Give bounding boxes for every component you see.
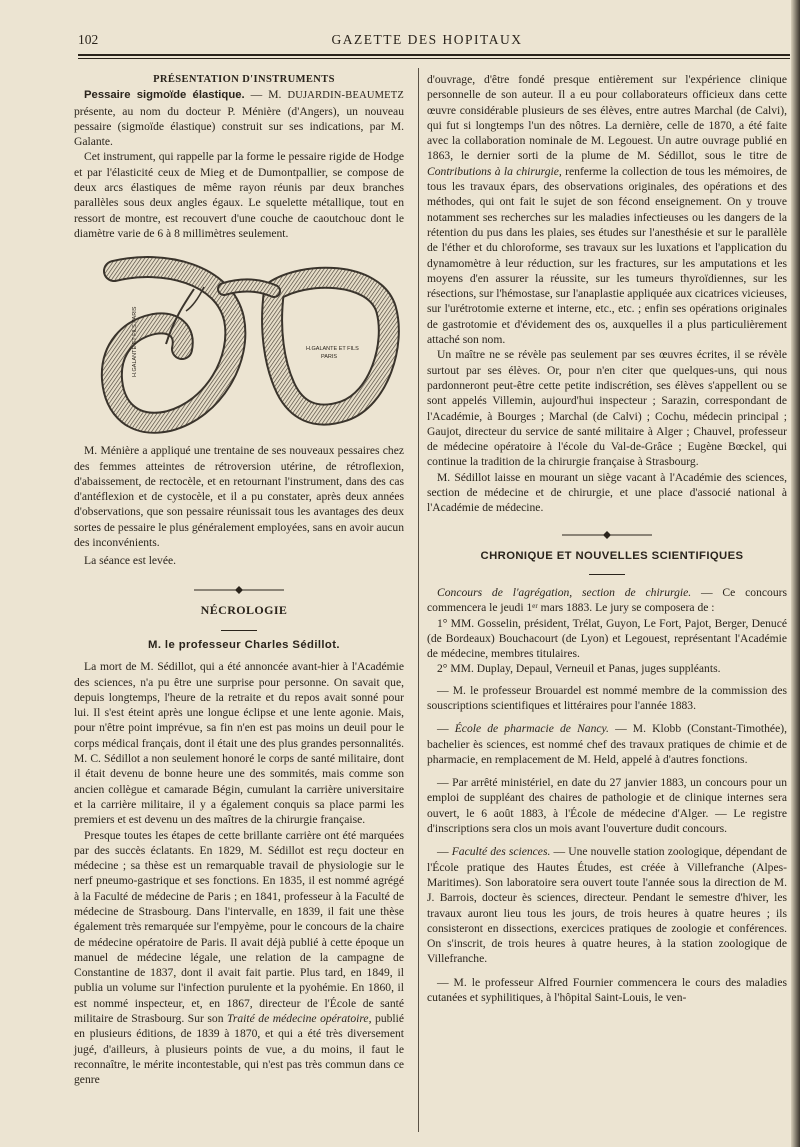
page-edge-shadow <box>791 0 800 1147</box>
heading-rule <box>221 630 257 631</box>
presentation-heading: PRÉSENTATION D'INSTRUMENTS <box>153 74 335 85</box>
pessaire-dash: — M. <box>250 88 282 102</box>
necrologie-heading: NÉCROLOGIE <box>200 602 288 617</box>
necrologie-p2-text-b: publié en plusieurs éditions, de 1839 à 1870, et qui a été très diversement jugé, d'ailleurs, à plusieurs points de vue, a du moins, il faut le reconnaître, le mérite incontestable, qui n'est pas très commun dans ce genre <box>74 1012 405 1087</box>
nancy-dash: — <box>437 722 449 736</box>
faculte-dash: — <box>437 845 449 859</box>
traite-title: Traité de médecine opératoire, <box>227 1012 372 1026</box>
concours-title: Concours de l'agrégation, section de chirurgie. <box>437 585 692 599</box>
chronique-heading <box>427 548 787 564</box>
necro-cont-text-b: renferme la collection de tous les mémoires, de tous les travaux épars, des observations originales, des opérations et des méthodes, qui ont fait le sujet de son fécond enseignement. On y trouve notamment ses recherches sur les maladies infectieuses ou les dangers de la rétention du pus dans les plaies, ses études sur l'anesthésie et sur le parallèle de l'éther et du chloroforme, ses travaux sur les luxations et l'application du dynamomètre à leur réduction, sur les fractures, sur les amputations et les moyens d'en assurer la réussite, sur les tumeurs thyroïdiennes, sur les résections, sur l'hémostase, sur l'anaplastie appliquée aux cicatrices vicieuses, sur l'urétrotomie externe et interne, etc., etc. ; enfin ses opérations originales de gastrotomie et d'évidement des os, auxquelles il a plus particulièrement attaché son nom. <box>427 164 787 347</box>
header-rule-thin <box>78 58 790 59</box>
necrologie-paragraph-1: La mort de M. Sédillot, qui a été annoncée avant-hier à l'Académie des sciences, n'a pu être une surprise pour personne. On savait que, depuis longtemps, l'heure de la retraite et du repos avait sonné pour lui. Il s'est éteint après une longue éclipse et une lente agonie. Mais, pour n'être point imprévue, sa fin n'en est pas moins un deuil pour le corps médical français, dont il était une des plus grandes personnalités. M. C. Sédillot a non seulement honoré le corps de santé militaire, dont il était devenu de bonne heure une des sommités, mais comme son ancien collègue et camarade Bégin, cumulant la carrière universitaire et la carrière militaire, il y a également conquis sa place parmi les premiers et est devenu un des maîtres de la chirurgie française. <box>74 660 404 827</box>
necrologie-paragraph-4: Un maître ne se révèle pas seulement par ses œuvres écrites, il se révèle surtout par ses élèves. Or, pour n'en citer que quelques-uns, qui nous pardonneront peut-être cette petite indiscrétion, ses élèves s'appellent ou se sont appelés Villemin, aujourd'hui inspecteur ; Sarazin, correspondant de l'Académie, à Bourges ; Marchal (de Calvi) ; Cochu, médecin principal ; Gaujot, directeur du service de santé militaire à Alger ; Chauvel, professeur de médecine opératoire à l'école du Val-de-Grâce ; Eugène Bœckel, qui continue la tradition de la chirurgie française à Strasbourg. <box>427 348 787 469</box>
faculte-title: Faculté des sciences. <box>451 845 551 859</box>
pessaire-intro <box>74 87 404 149</box>
pessaire-title: Pessaire sigmoïde élastique. <box>84 89 245 102</box>
left-column <box>74 72 404 1088</box>
header-rule-thick <box>78 54 790 56</box>
pessary-illustration <box>74 249 404 437</box>
concours-jury-2: 2° MM. Duplay, Depaul, Verneuil et Panas, juges suppléants. <box>437 662 721 676</box>
brouardel-item: — M. le professeur Brouardel est nommé membre de la commission des souscriptions scientifiques et littéraires pour l'année 1883. <box>427 683 787 712</box>
pessary-drawing <box>74 249 404 437</box>
section-separator-right <box>562 528 652 542</box>
figure-maker-label: H.GALANTE ET FILS <box>306 346 359 353</box>
necrologie-continuation <box>427 72 787 347</box>
concours-text: — Ce concours commencera le jeudi 1ᵉʳ mars 1883. Le jury se composera de : <box>427 585 787 615</box>
figure-maker-city: PARIS <box>321 354 338 361</box>
chronique-rule <box>589 574 625 575</box>
pessaire-intro-text: présente, au nom du docteur P. Ménière (d'Angers), un nouveau pessaire (sigmoïde élastique) construit sur ses indications, par M. Galante. <box>74 104 404 149</box>
seance-levee: La séance est levée. <box>84 554 177 568</box>
necrologie-paragraph-5: M. Sédillot laisse en mourant un siège vacant à l'Académie des sciences, section de médecine et de chirurgie, et une place d'associé national à l'Académie de médecine. <box>427 470 787 515</box>
necrologie-title <box>74 637 404 653</box>
necrologie-title-text: M. le professeur Charles Sédillot. <box>148 638 340 651</box>
journal-title: GAZETTE DES HOPITAUX <box>331 32 523 47</box>
concours-jury-1: 1° MM. Gosselin, président, Trélat, Guyon, Le Fort, Pajot, Berger, Denucé (de Bordeaux) Bouchacourt (de Lyon) et Legouest, représentant l'Académie de médecine, membres titulaires. <box>427 616 787 661</box>
faculte-text: — Une nouvelle station zoologique, dépendant de l'École pratique des Hautes Études, est créée à Villefranche (Alpes-Maritimes). Son laboratoire sera ouvert toute l'année sous la direction de M. J. Barrois, docteur ès sciences, directeur. Pendant le semestre d'hiver, les travaux auront lieu tous les jours, de trois heures à quatre heures ; ils consisteront en dissections, exercices pratiques de zoologie et conférences. On s'inscrit, de trois heures à quatre heures, à la station zoologique de Villefranche. <box>427 845 787 966</box>
page-header <box>64 32 790 52</box>
fournier-item: — M. le professeur Alfred Fournier commencera le cours des maladies cutanées et syphilitiques, à l'hôpital Saint-Louis, le ven- <box>427 975 787 1005</box>
necrologie-paragraph-2 <box>74 828 404 1088</box>
pessaire-results: M. Ménière a appliqué une trentaine de ses nouveaux pessaires chez des femmes atteintes de rétroversion utérine, de rétroflexion, d'abaissement, de rectocèle, et en retournant l'instrument, dans des cas d'antéflexion et de cystocèle, et il a pu constater, après deux années d'observations, que son pessaire réunissait tous les avantages des deux sortes de pessaire le plus généralement employées, sans en avoir aucun des inconvénients. <box>74 444 404 550</box>
necrologie-p2-text-a: Presque toutes les étapes de cette brillante carrière ont été marquées par des succès éclatants. En 1829, M. Sédillot est reçu docteur en médecine ; sa thèse est un remarquable travail de physiologie sur le nerf pneumo-gastrique et ses fonctions. En 1835, il est nommé agrégé à la Faculté de médecine de Paris ; en 1841, professeur à la Faculté de médecine de Strasbourg. Dans l'intervalle, en 1839, il fait une thèse également très remarquée sur l'empyème, pour le concours de la chaire de médecine opératoire de Paris. Il avait déjà publié à cette époque un manuel de médecine légale, une relation de la campagne de Constantine de 1837, dont il avait fait partie. Plus tard, en 1849, il publia un volume sur l'infection purulente et la pyohémie. En 1860, il est nommé inspecteur, et, en 1867, directeur de l'École de santé militaire de Strasbourg. Sur son <box>74 828 404 1026</box>
page-number: 102 <box>78 32 99 47</box>
right-column <box>427 72 787 1005</box>
pessaire-description: Cet instrument, qui rappelle par la forme le pessaire rigide de Hodge et par l'élasticité ceux de Mieg et de Dumontpallier, se compose de deux arcs élastiques de même rayon réunis par deux branches parallèles sous deux angles égaux. Le squelette métallique, tout en ressort de montre, est recouvert d'une couche de caoutchouc dont le diamètre varie de 6 à 8 millimètres seulement. <box>74 150 404 240</box>
faculte-item <box>427 844 787 966</box>
figure-maker-label-vertical: H.GALANTE ET FILS PARIS <box>132 306 138 378</box>
concours-item <box>427 585 787 616</box>
nancy-item <box>427 721 787 767</box>
column-divider <box>418 68 419 1132</box>
arrete-item: — Par arrêté ministériel, en date du 27 janvier 1883, un concours pour un emploi de suppléant des chaires de pathologie et de clinique internes sera ouvert, le 6 août 1883, à l'École de médecine d'Alger. — Le registre d'inscriptions sera clos un mois avant l'ouverture dudit concours. <box>427 776 787 836</box>
section-separator <box>194 583 284 597</box>
pessaire-author: DUJARDIN-BEAUMETZ <box>287 90 405 102</box>
contributions-title: Contributions à la chirurgie, <box>427 164 562 178</box>
nancy-text: — M. Klobb (Constant-Timothée), bachelier ès sciences, est nommé chef des travaux pratiques de chimie et de pharmacie, en remplacement de M. Held, appelé à d'autres fonctions. <box>427 722 787 766</box>
nancy-title: École de pharmacie de Nancy. <box>454 722 609 736</box>
necro-cont-text-a: d'ouvrage, d'être fondé presque entièrement sur l'expérience clinique personnelle de son auteur. Il a eu pour collaborateurs officieux dans cette œuvre considérable plusieurs de ses élèves, entre autres Marchal (de Calvi), qui fut si longtemps l'un des nôtres. La dernière, celle de 1870, a été faite avec la collaboration nominale de M. Legouest. Un autre ouvrage publié en 1863, le dernier sorti de la plume de M. Sédillot, sous le titre de <box>427 73 787 163</box>
chronique-heading-text: CHRONIQUE ET NOUVELLES SCIENTIFIQUES <box>480 549 744 562</box>
